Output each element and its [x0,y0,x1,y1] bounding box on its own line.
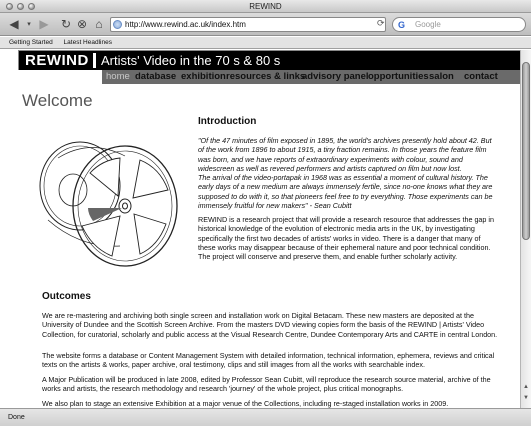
bookmark-latest-headlines[interactable]: Latest Headlines [63,39,112,46]
back-button[interactable] [6,16,22,33]
outcomes-paragraph-3: A Major Publication will be produced in late 2008, edited by Professor Sean Cubitt, will reproduce the research source material, archive of the works and artists, the research methodology and research 'journey' of the whole project, plus critical monographs. [42,375,491,394]
film-strip-top [58,147,125,158]
forward-button[interactable] [36,16,52,33]
nav-home[interactable]: home [106,71,130,82]
bookmark-getting-started[interactable]: Getting Started [9,39,53,46]
film-reel-illustration [30,128,180,278]
stop-icon: ⊗ [76,17,88,31]
search-placeholder: Google [415,20,441,29]
site-header [18,50,520,70]
nav-advisory-panel[interactable]: advisory panel [302,71,369,82]
bookmarks-bar [0,37,531,49]
scroll-up-arrow-icon[interactable]: ▲ [523,384,529,390]
close-window-button[interactable] [6,3,13,10]
address-bar-url: http://www.rewind.ac.uk/index.htm [125,20,246,29]
front-reel-rim [73,146,177,266]
outcomes-paragraph-4: We also plan to stage an extensive Exhibition at a major venue of the Collections, including re-staged installation works in 2009. [42,399,449,408]
intro-quote [198,136,498,210]
page-title: Welcome [22,91,93,110]
page-viewport [0,50,520,408]
reel-window-3 [134,214,166,254]
site-favicon-icon [113,20,122,29]
reel-window-4 [82,216,120,256]
site-nav [102,70,520,84]
quote-paragraph-1: "Of the 47 minutes of film exposed in 1895, the world's archives presently hold about 42. But of the work from 1896 to about 1915, a tiny fraction remains. In those years the feature film was born, and we have reports of extraordinary experiments with colour, sound and widescreen as well as revered performers and artists captured on film but now lost. [198,136,492,173]
introduction-heading: Introduction [198,116,257,127]
back-history-dropdown[interactable] [24,16,34,33]
minimize-window-button[interactable] [17,3,24,10]
site-tagline: Artists' Video in the 70 s & 80 s [101,53,281,68]
search-input[interactable] [392,17,526,32]
vertical-scrollbar[interactable] [520,50,531,408]
zoom-window-button[interactable] [28,3,35,10]
chevron-down-icon: ▾ [27,21,31,28]
nav-resources-links[interactable]: resources & links [226,71,306,82]
outcomes-paragraph-1: We are re-mastering and archiving both single screen and installation work on Digital Betacam. These new masters are deposited at the University of Dundee and the Scottish Screen Archive. From the masters DVD viewing copies form the basis of the REWIND | Artists' Video Collection, for curatorial, scholarly and public access at the Visual Research Centre, Dundee Contemporary Arts and CARTE in central London. [42,311,498,339]
reload-button[interactable] [58,16,74,33]
header-separator [93,53,96,68]
back-arrow-icon: ◀ [9,17,19,31]
url-go-button[interactable] [377,18,385,29]
window-titlebar [0,0,531,13]
site-logo[interactable]: REWIND [25,52,89,69]
scroll-down-arrow-icon[interactable]: ▼ [523,395,529,401]
status-text: Done [8,414,25,421]
outcomes-heading: Outcomes [42,291,91,302]
refresh-icon: ⟳ [377,18,385,28]
home-button[interactable] [91,16,107,33]
nav-salon[interactable]: salon [429,71,454,82]
front-reel-spindle [123,203,128,209]
outcomes-paragraph-2: The website forms a database or Content Management System with detailed information, technical information, ephemera, reviews and critical texts on the artists & works, paper archive, oral testimony, clips and still images from all the works with searchable index. [42,351,495,370]
rewind-description: REWIND is a research project that will provide a research resource that addresses the gap in historical knowledge of the evolution of electronic media arts in the UK, by investigating specifically the first two decades of artists' works in video. There is a danger that many of these works may disappear because of their ephemeral nature and poor technical condition. The project will conserve and preserve them, and enable further scholarly activity. [198,215,495,262]
nav-opportunities[interactable]: opportunities [368,71,429,82]
home-icon: ⌂ [95,17,103,31]
google-search-icon: G [398,20,406,30]
front-reel-hub [119,199,131,213]
quote-paragraph-2: The arrival of the video-portapak in 1968 was as essential a moment of cultural history. The early days of a new medium are always immensely fertile, since no-one knows what they are supposed to do with it, so that pioneers feel free to try everything. Those experiments can be immensely fruitful for new makers" - Sean Cubitt [198,173,493,211]
browser-toolbar [0,13,531,36]
window-title: REWIND [249,2,282,11]
front-reel-inner-rim [78,151,172,261]
reload-icon: ↻ [60,17,72,31]
nav-left-strip [18,70,102,84]
status-bar [0,408,531,426]
nav-contact[interactable]: contact [464,71,498,82]
nav-database[interactable]: database [135,71,177,82]
forward-arrow-icon: ▶ [39,17,49,31]
address-bar[interactable] [110,17,386,32]
stop-button[interactable] [74,16,90,33]
nav-exhibition[interactable]: exhibition [181,71,226,82]
scrollbar-thumb[interactable] [522,62,530,240]
